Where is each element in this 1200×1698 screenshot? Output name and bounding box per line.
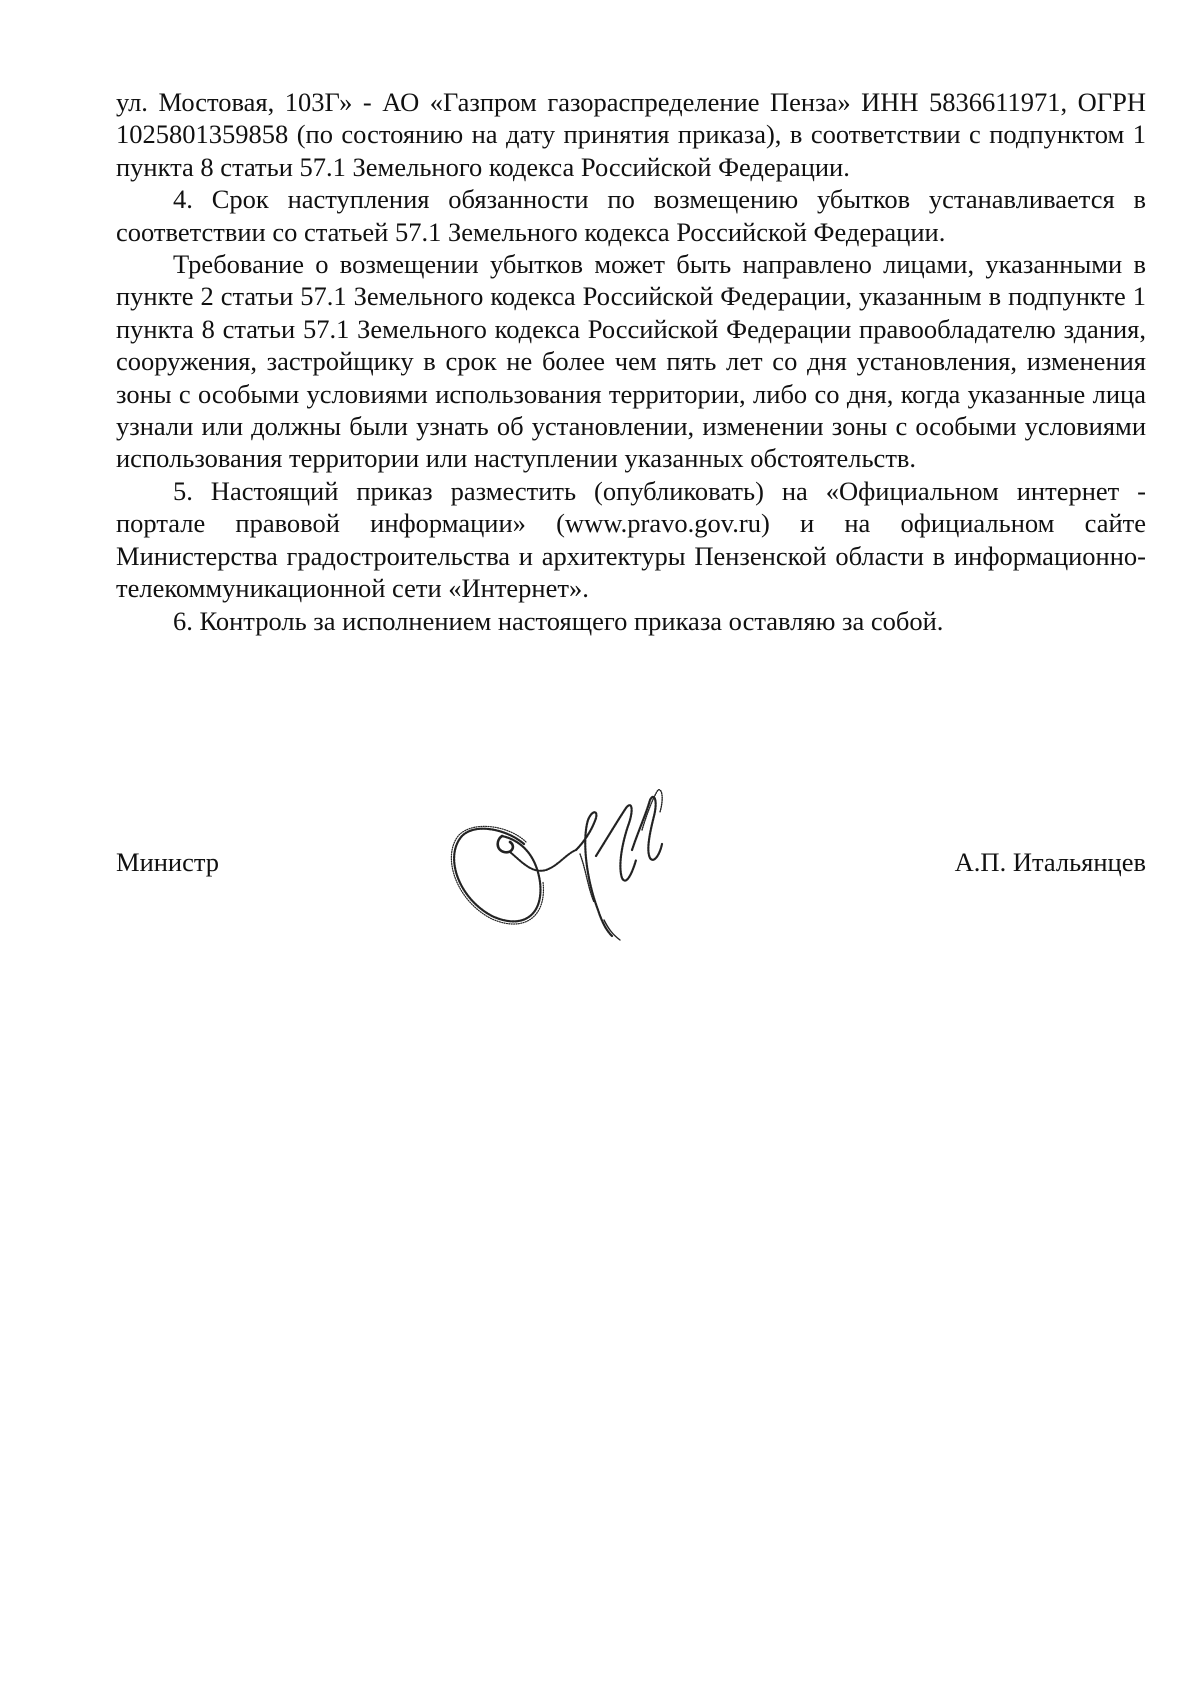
paragraph-claim-requirement: Требование о возмещении убытков может быть направлено лицами, указанными в пункте 2 статьи 57.1 Земельного кодекса Российской Федерации, указанным в подпункте 1 пункта 8 статьи 57.1 Земельного кодекса Российской Федерации правообладателю здания, сооружения, застройщику в срок не более чем пять лет со дня установления, изменения зоны с особыми условиями использования территории, либо со дня, когда указанные лица узнали или должны были узнать об установлении, изменении зоны с особыми условиями использования территории или наступлении указанных обстоятельств. xyxy=(116,249,1146,474)
paragraph-item-6: 6. Контроль за исполнением настоящего приказа оставляю за собой. xyxy=(173,605,944,636)
signer-name: А.П. Итальянцев xyxy=(954,847,1146,877)
paragraph-continuation: ул. Мостовая, 103Г» - АО «Газпром газораспределение Пенза» ИНН 5836611971, ОГРН 1025801359858 (по состоянию на дату принятия приказа), в соответствии с подпунктом 1 пункта 8 статьи 57.1 Земельного кодекса Российской Федерации. xyxy=(116,87,1146,182)
paragraph-item-5: 5. Настоящий приказ разместить (опубликовать) на «Официальном интернет - портале правовой информации» (www.pravo.gov.ru) и на официальном сайте Министерства градостроительства и архитектуры Пензенской области в информационно-телекоммуникационной сети «Интернет». xyxy=(116,475,1146,604)
signature-block xyxy=(116,770,1146,970)
signer-position: Министр xyxy=(116,847,220,877)
document-body xyxy=(116,86,1146,637)
paragraph-item-4: 4. Срок наступления обязанности по возмещению убытков устанавливается в соответствии со статьей 57.1 Земельного кодекса Российской Федерации. xyxy=(116,184,1146,247)
handwritten-signature xyxy=(436,770,686,950)
